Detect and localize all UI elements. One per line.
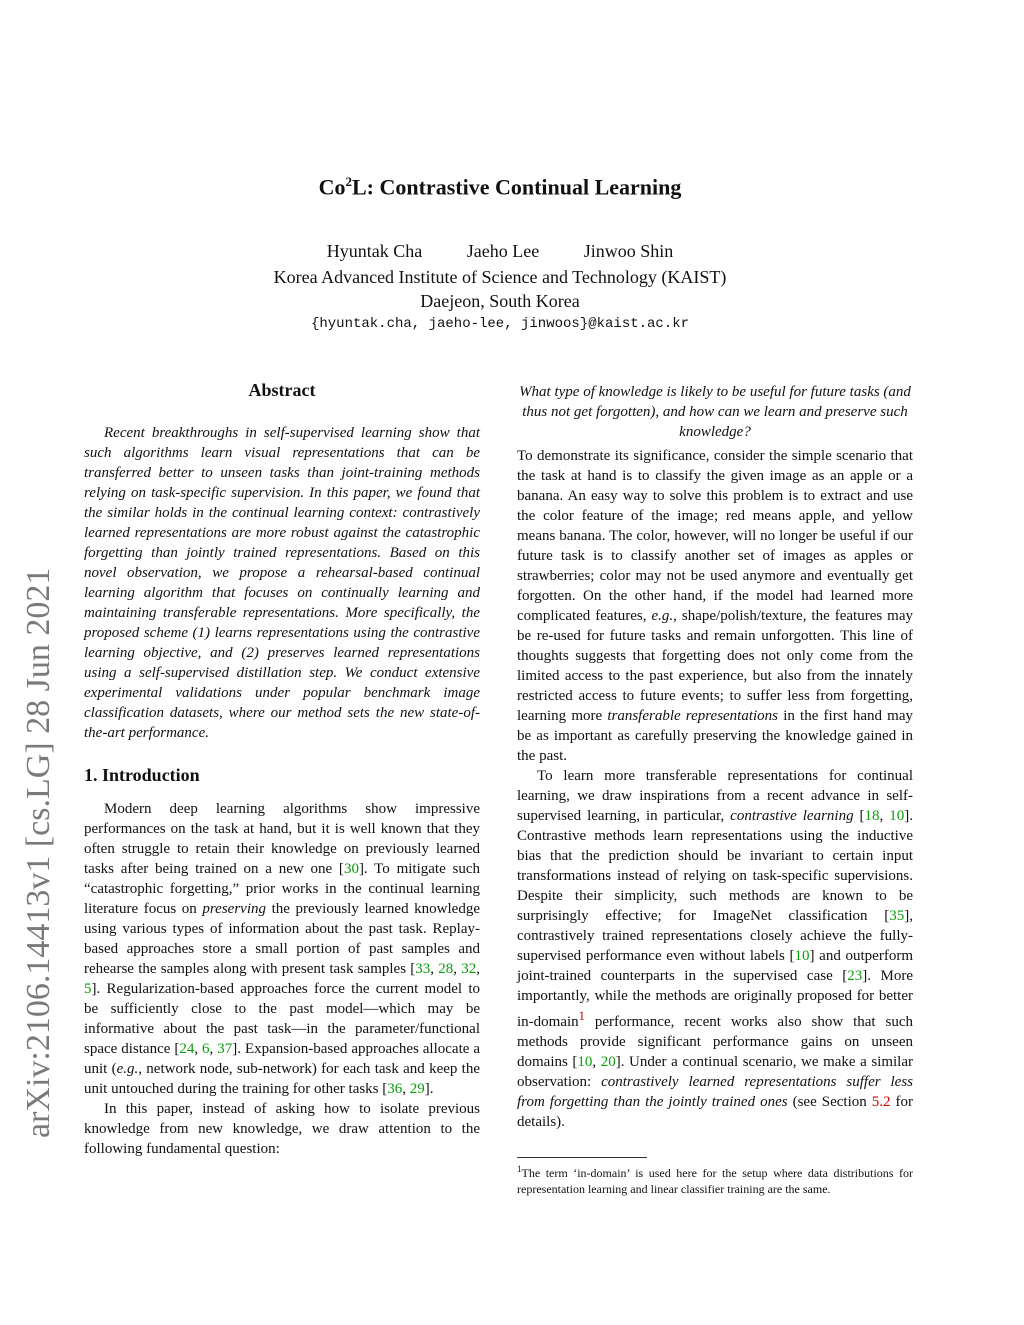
affiliation: Korea Advanced Institute of Science and Technology (KAIST) Daejeon, South Korea xyxy=(0,265,1000,313)
author-name: Hyuntak Cha xyxy=(326,241,423,261)
section-link[interactable]: 5.2 xyxy=(871,1094,891,1110)
right-column-text xyxy=(517,446,913,1132)
introduction-text xyxy=(84,799,480,1159)
citation-link[interactable]: 10 xyxy=(794,948,810,964)
citation-link[interactable]: 10 xyxy=(889,808,905,824)
author-list xyxy=(0,241,1000,262)
citation-link[interactable]: 35 xyxy=(889,908,905,924)
paragraph: To learn more transferable representations for continual learning, we draw inspirations from a recent advance in self-supervised learning, in particular, contrastive learning [18, 10]. Contrastive methods learn representations using the inductive bias that the prediction should be invariant to certain input transformations instead of relying on task-specific supervisions. Despite their simplicity, such methods are known to be surprisingly effective; for ImageNet classification [35], contrastively trained representations closely achieve the fully-supervised performance even without labels [10] and outperform joint-trained counterparts in the supervised case [23]. More importantly, while the methods are originally proposed for better in-domain$^1$ performance, recent works also show that such methods provide significant performance gains on unseen domains [10, 20]. Under a continual scenario, we make a similar observation: contrastively learned representations suffer less from forgetting than the jointly trained ones (see Section 5.2 for details). xyxy=(517,768,914,1130)
footnote: $^1$The term ‘in-domain’ is used here for the setup where data distributions for representation learning and linear classifier training are the same. xyxy=(517,1164,913,1196)
citation-link[interactable]: 10 xyxy=(577,1054,593,1070)
section-heading-introduction: 1. Introduction xyxy=(84,765,200,785)
citation-link[interactable]: 5 xyxy=(84,981,92,997)
citation-link[interactable]: 36 xyxy=(387,1081,403,1097)
citation-link[interactable]: 24 xyxy=(179,1041,195,1057)
location: Daejeon, South Korea xyxy=(420,291,580,311)
arxiv-stamp: arXiv:2106.14413v1 [cs.LG] 28 Jun 2021 xyxy=(20,567,57,1138)
citation-link[interactable]: 30 xyxy=(343,861,359,877)
citation-link[interactable]: 29 xyxy=(409,1081,425,1097)
footnote-link[interactable]: 1 xyxy=(578,1009,585,1023)
paragraph: In this paper, instead of asking how to isolate previous knowledge from new knowledge, we draw attention to the following fundamental question: xyxy=(84,1101,480,1157)
fundamental-question: What type of knowledge is likely to be useful for future tasks (and thus not get forgotten), and how can we learn and preserve such knowledge? xyxy=(519,384,911,440)
citation-link[interactable]: 18 xyxy=(864,808,880,824)
paragraph: To demonstrate its significance, consider the simple scenario that the task at hand is to classify the given image as an apple or a banana. An easy way to solve this problem is to extract and use the color feature of the image; red means apple, and yellow means banana. The color, however, will no longer be useful if our future task is to classify another set of images as apples or strawberries; color may not be used anymore and eventually get forgotten. On the other hand, if the model had learned more complicated features, e.g., shape/polish/texture, the features may be re-used for future tasks and remain unforgotten. This line of thoughts suggests that forgetting does not only come from the limited access to the past experience, but also from the innately restricted access to future events; to suffer less from forgetting, learning more transferable representations in the first hand may be as important as carefully preserving the knowledge gained in the past. xyxy=(517,448,914,764)
abstract-heading: Abstract xyxy=(248,380,316,400)
citation-link[interactable]: 6 xyxy=(202,1041,210,1057)
citation-link[interactable]: 28 xyxy=(438,961,454,977)
citation-link[interactable]: 33 xyxy=(415,961,431,977)
footnote-divider xyxy=(517,1157,647,1158)
paragraph: Modern deep learning algorithms show impressive performances on the task at hand, but it is well known that they often struggle to retain their knowledge on previously learned tasks after being trained on a new one [30]. To mitigate such “catastrophic forgetting,” prior works in the continual learning literature focus on preserving the previously learned knowledge using various types of information about the past task. Replay-based approaches store a small portion of past samples and rehearse the samples along with present task samples [33, 28, 32, 5]. Regularization-based approaches force the current model to be sufficiently close to the past model—which may be informative about the past task—in the parameter/functional space distance [24, 6, 37]. Expansion-based approaches allocate a unit (e.g., network node, sub-network) for each task and keep the unit untouched during the training for other tasks [36, 29]. xyxy=(84,801,481,1097)
citation-link[interactable]: 20 xyxy=(600,1054,616,1070)
citation-link[interactable]: 37 xyxy=(217,1041,233,1057)
author-name: Jaeho Lee xyxy=(466,241,540,261)
citation-link[interactable]: 32 xyxy=(461,961,477,977)
author-name: Jinwoo Shin xyxy=(583,241,674,261)
author-emails: {hyuntak.cha, jaeho-lee, jinwoos}@kaist.ac.kr xyxy=(310,316,690,332)
paper-title: Co$^2$L: Contrastive Continual Learning xyxy=(318,174,682,200)
citation-link[interactable]: 23 xyxy=(847,968,863,984)
abstract-text: Recent breakthroughs in self-supervised learning show that such algorithms learn visual representations that can be transferred better to unseen tasks than joint-training methods relying on task-specific supervision. In this paper, we found that the similar holds in the continual learning context: contrastively learned representations are more robust against the catastrophic forgetting than jointly trained representations. Based on this novel observation, we propose a rehearsal-based continual learning algorithm that focuses on continually learning and maintaining transferable representations. More specifically, the proposed scheme (1) learns representations using the contrastive learning objective, and (2) preserves learned representations using a self-supervised distillation step. We conduct extensive experimental validations under popular benchmark image classification datasets, where our method sets the new state-of-the-art performance. xyxy=(84,425,480,741)
